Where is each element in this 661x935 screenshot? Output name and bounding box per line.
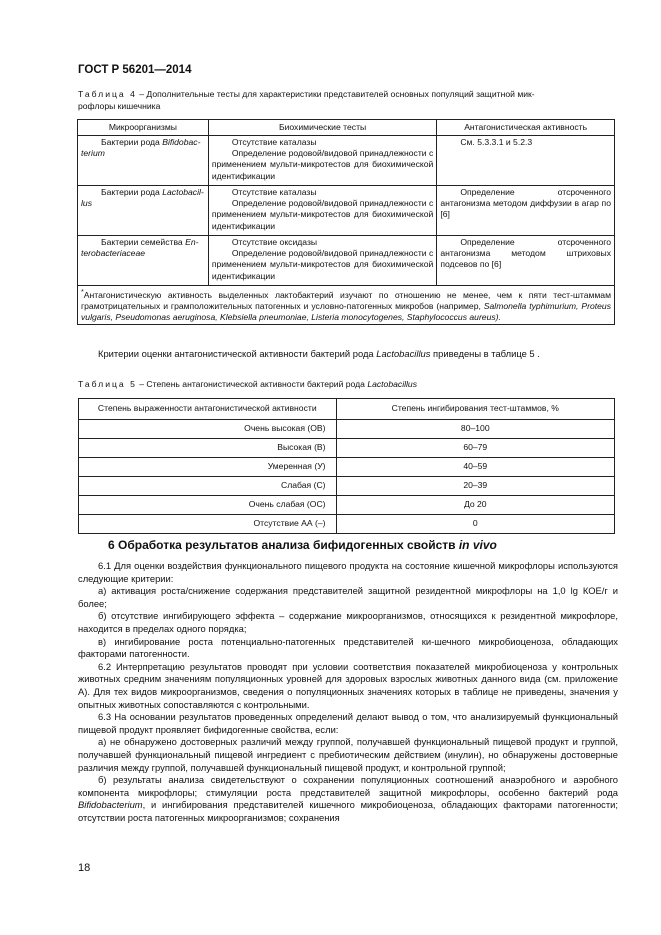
level-cell: Отсутствие АА (–) <box>79 515 337 534</box>
inhibition-cell: 80–100 <box>336 420 614 439</box>
level-cell: Слабая (С) <box>79 477 337 496</box>
document-header: ГОСТ Р 56201—2014 <box>78 64 192 76</box>
level-cell: Очень высокая (ОВ) <box>79 420 337 439</box>
organism-cell: Бактерии рода Bifidobac- terium <box>78 136 209 186</box>
table-footnote-row <box>78 286 615 325</box>
section-6-title: 6 Обработка результатов анализа бифидогенных свойств in vivo <box>108 538 497 552</box>
table-row <box>79 496 615 515</box>
table-row <box>79 458 615 477</box>
column-header: Антагонистическая активность <box>437 120 615 136</box>
paragraph-6-1-c: в) ингибирование роста потенциально-патогенных представителей ки-шечного микробиоценоза, обладающих факторами патогенности. <box>78 635 618 660</box>
table4-caption <box>78 88 618 112</box>
activity-cell: См. 5.3.3.1 и 5.2.3 <box>437 136 615 186</box>
inhibition-cell: 60–79 <box>336 439 614 458</box>
level-cell: Высокая (В) <box>79 439 337 458</box>
paragraph-6-3-b: б) результаты анализа свидетельствуют о сохранении популяционных соотношений анаэробного и аэробного компонента микрофлоры; стимуляции роста представителей защитной микрофлоры, особенно бактерий рода Bifidobacterium, и ингибирования представителей кишечного микробиоценоза, обладающих факторами патогенности; отсутствии роста патогенных микроорганизмов; сохранения <box>78 774 618 823</box>
table-row <box>79 420 615 439</box>
table4-label: Таблица 4 <box>78 89 137 99</box>
table5-caption: Таблица 5 – Степень антагонистической активности бактерий рода Lactobacillus <box>78 379 417 389</box>
column-header: Степень ингибирования тест-штаммов, % <box>336 399 614 420</box>
tests-cell: Отсутствие каталазы Определение родовой/видовой принадлежности с применением мульти-микротестов для биохимической идентификации <box>208 136 437 186</box>
inhibition-cell: До 20 <box>336 496 614 515</box>
section-6-body <box>78 560 618 824</box>
organism-cell: Бактерии рода Lactobacil- lus <box>78 186 209 236</box>
table-header-row <box>79 399 615 420</box>
column-header: Микроорганизмы <box>78 120 209 136</box>
paragraph-6-1-b: б) отсутствие ингибирующего эффекта – содержание микроорганизмов, относящихся к резидентной микрофлоре, находится в пределах одного порядка; <box>78 610 618 634</box>
table4-caption-text-2: рофлоры кишечника <box>78 101 161 111</box>
table-row <box>78 136 615 186</box>
table5-label: Таблица 5 <box>78 379 137 389</box>
table-4 <box>77 119 615 325</box>
table-row <box>78 236 615 286</box>
table-header-row <box>78 120 615 136</box>
paragraph-6-3: 6.3 На основании результатов проведенных определений делают вывод о том, что анализируемый функциональный пищевой продукт проявляет бифидогенные свойства, если: <box>78 711 618 735</box>
table-row <box>79 515 615 534</box>
paragraph-6-2: 6.2 Интерпретацию результатов проводят при условии соответствия показателей микробиоценоза у контрольных животных средним значениям популяционных уровней для здоровых взрослых животных данного вида (см. приложение А). Для тех видов микроорганизмов, сведения о популяционных значениях которых в таблице не приведены, значения у опытных животных сопоставляются с контрольными. <box>78 660 618 710</box>
paragraph-6-1-a: а) активация роста/снижение содержания представителей защитной резидентной микрофлоры на 1,0 lg КОЕ/г и более; <box>78 585 618 609</box>
level-cell: Очень слабая (ОС) <box>79 496 337 515</box>
criteria-paragraph: Критерии оценки антагонистической активности бактерий рода Lactobacillus приведены в таблице 5 . <box>98 348 540 359</box>
paragraph-6-3-a: а) не обнаружено достоверных различий между группой, получавшей функциональный пищевой продукт и группой, получавшей функциональный пищевой ингредиент с пребиотическим действием (инулин), но обнаружены достоверные различия между группой, получавшей функциональный пищевой продукт, и контрольной группой; <box>78 736 618 773</box>
paragraph-6-1: 6.1 Для оценки воздействия функционального пищевого продукта на состояние кишечной микрофлоры используются следующие критерии: <box>78 560 618 584</box>
column-header: Биохимические тесты <box>208 120 437 136</box>
inhibition-cell: 20–39 <box>336 477 614 496</box>
table-row <box>79 477 615 496</box>
inhibition-cell: 40–59 <box>336 458 614 477</box>
table-footnote: *Антагонистическую активность выделенных лактобактерий изучают по отношению не менее, чем к пяти тест-штаммам грамотрицательных и грамположительных патогенных и условно-патогенных микробов (например, Salmonella typhimurium, Proteus vulgaris, Pseudomonas aeruginosa, Klebsiella pneumoniae, Listeria monocytogenes, Staphylococcus aureus). <box>78 286 615 325</box>
table-row <box>79 439 615 458</box>
tests-cell: Отсутствие оксидазы Определение родовой/видовой принадлежности с применением мульти-микротестов для биохимической идентификации <box>208 236 437 286</box>
activity-cell: Определение отсроченного антагонизма методом штриховых подсевов по [6] <box>437 236 615 286</box>
tests-cell: Отсутствие каталазы Определение родовой/видовой принадлежности с применением мульти-микротестов для биохимической идентификации <box>208 186 437 236</box>
table4-caption-text: – Дополнительные тесты для характеристики представителей основных популяций защитной мик- <box>136 89 535 99</box>
level-cell: Умеренная (У) <box>79 458 337 477</box>
column-header: Степень выраженности антагонистической активности <box>79 399 337 420</box>
activity-cell: Определение отсроченного антагонизма методом диффузии в агар по [6] <box>437 186 615 236</box>
table-row <box>78 186 615 236</box>
inhibition-cell: 0 <box>336 515 614 534</box>
organism-cell: Бактерии семейства En- terobacteriaceae <box>78 236 209 286</box>
table-5 <box>78 398 615 534</box>
page-number: 18 <box>78 862 91 874</box>
